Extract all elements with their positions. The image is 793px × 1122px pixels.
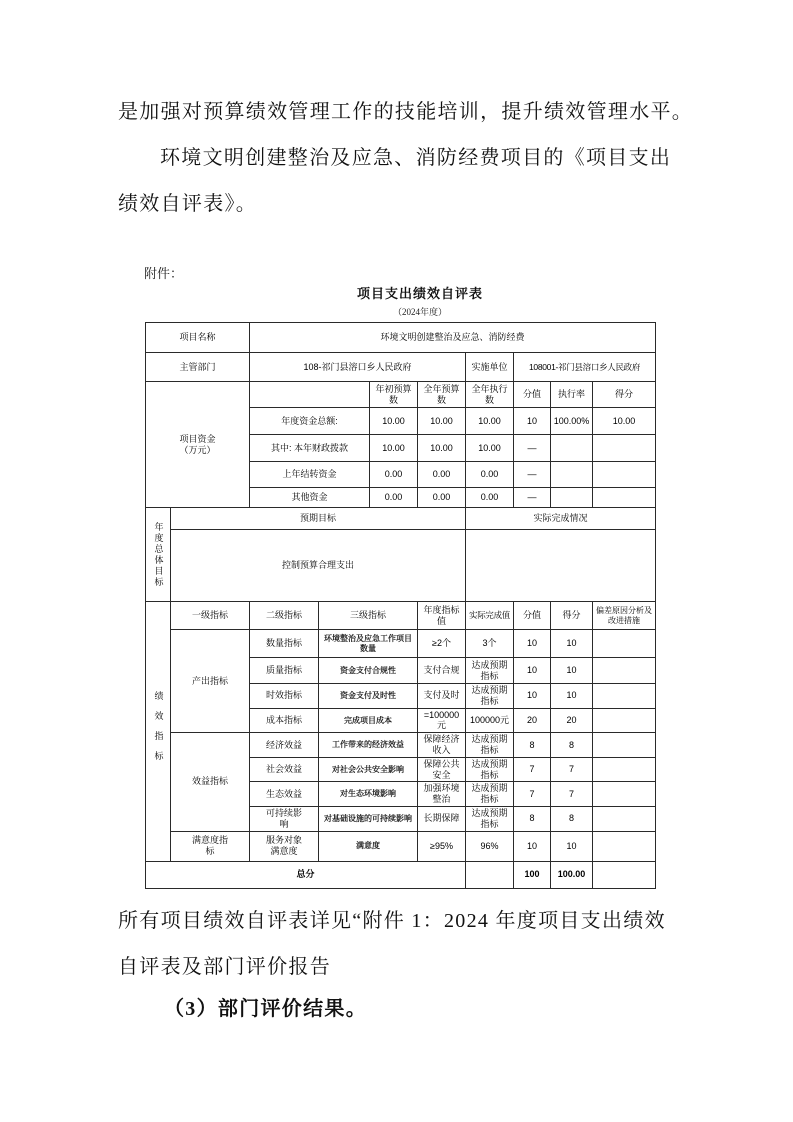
fund-rate <box>551 462 593 488</box>
fund-begin: 10.00 <box>370 435 418 462</box>
paragraph-bottom-line-2: 自评表及部门评价报告 <box>118 956 331 978</box>
indicator-l2: 经济效益 <box>250 733 319 758</box>
indicator-target: 长期保障 <box>418 806 466 831</box>
indicator-target: 保障经济收入 <box>418 733 466 758</box>
indicators-side-label <box>146 602 171 862</box>
indicator-actual: 100000元 <box>466 708 514 733</box>
header-deviation: 偏差原因分析及改进措施 <box>593 602 656 630</box>
indicator-deviation <box>593 806 656 831</box>
expected-goal-header: 预期目标 <box>171 508 466 530</box>
indicator-deviation <box>593 757 656 782</box>
indicator-points: 20 <box>551 708 593 733</box>
indicator-l3: 资金支付及时性 <box>319 684 418 709</box>
indicator-actual: 达成预期指标 <box>466 684 514 709</box>
indicators-side-label-text: 绩效指标 <box>153 691 164 772</box>
indicator-l3: 资金支付合规性 <box>319 658 418 684</box>
indicator-actual: 96% <box>466 831 514 861</box>
attachment-label: 附件： <box>144 266 184 281</box>
fund-row-label: 其他资金 <box>250 488 370 508</box>
table-row <box>146 323 656 353</box>
funds-group-label <box>146 382 250 508</box>
funds-col-header-annual: 全年预算数 <box>418 382 466 408</box>
indicator-l2: 成本指标 <box>250 708 319 733</box>
indicator-points: 8 <box>551 733 593 758</box>
indicator-points: 10 <box>551 684 593 709</box>
fund-executed: 0.00 <box>466 462 514 488</box>
group-label-satisfaction <box>171 831 250 861</box>
fund-begin: 10.00 <box>370 408 418 435</box>
fund-executed: 10.00 <box>466 435 514 462</box>
indicator-l2: 质量指标 <box>250 658 319 684</box>
fund-points <box>593 435 656 462</box>
header-points: 得分 <box>551 602 593 630</box>
fund-annual: 10.00 <box>418 408 466 435</box>
fund-score: 10 <box>514 408 551 435</box>
fund-rate <box>551 488 593 508</box>
table-row <box>146 733 656 758</box>
indicator-target: ≥2个 <box>418 630 466 658</box>
funds-col-header-executed: 全年执行数 <box>466 382 514 408</box>
actual-goal-content <box>466 530 656 602</box>
indicator-target: =100000元 <box>418 708 466 733</box>
indicator-target: 保障公共安全 <box>418 757 466 782</box>
indicator-l3: 完成项目成本 <box>319 708 418 733</box>
fund-points: 10.00 <box>593 408 656 435</box>
fund-executed: 10.00 <box>466 408 514 435</box>
total-label: 总分 <box>146 861 466 888</box>
funds-group-label-line2: （万元） <box>179 444 216 455</box>
indicator-l2: 社会效益 <box>250 757 319 782</box>
indicator-l2-text: 服务对象满意度 <box>266 835 303 857</box>
indicator-points: 8 <box>551 806 593 831</box>
indicator-actual: 3个 <box>466 630 514 658</box>
indicator-l2: 生态效益 <box>250 782 319 807</box>
expected-goal-content: 控制预算合理支出 <box>171 530 466 602</box>
project-name-label: 项目名称 <box>146 323 250 353</box>
group-label-output: 产出指标 <box>171 630 250 733</box>
fund-score: — <box>514 462 551 488</box>
indicator-deviation <box>593 831 656 861</box>
indicator-l2 <box>250 806 319 831</box>
fund-begin: 0.00 <box>370 462 418 488</box>
table-row <box>146 382 656 408</box>
fund-rate: 100.00% <box>551 408 593 435</box>
indicator-deviation <box>593 684 656 709</box>
annual-goal-side-label <box>146 508 171 602</box>
funds-col-header-score: 分值 <box>514 382 551 408</box>
indicator-points: 7 <box>551 757 593 782</box>
table-row <box>146 508 656 530</box>
impl-value: 108001-祁门县溶口乡人民政府 <box>514 353 656 382</box>
project-name-value: 环境文明创建整治及应急、消防经费 <box>250 323 656 353</box>
paragraph-top-line-1: 是加强对预算绩效管理工作的技能培训，提升绩效管理水平。 <box>118 101 694 123</box>
header-l2: 二级指标 <box>250 602 319 630</box>
total-deviation <box>593 861 656 888</box>
fund-score: — <box>514 488 551 508</box>
indicator-score: 10 <box>514 684 551 709</box>
table-header <box>145 283 695 318</box>
indicator-l3: 对生态环境影响 <box>319 782 418 807</box>
indicator-actual: 达成预期指标 <box>466 782 514 807</box>
indicator-l2: 数量指标 <box>250 630 319 658</box>
indicator-score: 7 <box>514 782 551 807</box>
fund-annual: 0.00 <box>418 488 466 508</box>
fund-row-label: 上年结转资金 <box>250 462 370 488</box>
indicator-points: 10 <box>551 658 593 684</box>
indicator-l2-text: 可持续影响 <box>266 807 303 829</box>
indicator-actual: 达成预期指标 <box>466 757 514 782</box>
total-actual <box>466 861 514 888</box>
indicator-points: 7 <box>551 782 593 807</box>
fund-begin: 0.00 <box>370 488 418 508</box>
table-row <box>146 530 656 602</box>
annual-goal-side-label-text: 年度总体目标 <box>153 521 164 588</box>
fund-annual: 10.00 <box>418 435 466 462</box>
paragraph-top-line-3: 绩效自评表》。 <box>118 193 258 215</box>
indicator-score: 10 <box>514 831 551 861</box>
indicator-target: 支付合规 <box>418 658 466 684</box>
funds-col-header-begin: 年初预算数 <box>370 382 418 408</box>
indicator-actual: 达成预期指标 <box>466 733 514 758</box>
fund-points <box>593 488 656 508</box>
indicator-score: 8 <box>514 806 551 831</box>
indicator-deviation <box>593 782 656 807</box>
funds-col-header-points: 得分 <box>593 382 656 408</box>
indicator-deviation <box>593 658 656 684</box>
header-l1: 一级指标 <box>171 602 250 630</box>
indicator-score: 10 <box>514 630 551 658</box>
total-score: 100 <box>514 861 551 888</box>
indicator-score: 20 <box>514 708 551 733</box>
fund-annual: 0.00 <box>418 462 466 488</box>
indicator-deviation <box>593 708 656 733</box>
indicator-actual: 达成预期指标 <box>466 806 514 831</box>
indicator-score: 7 <box>514 757 551 782</box>
indicator-score: 10 <box>514 658 551 684</box>
fund-rate <box>551 435 593 462</box>
funds-group-label-line1: 项目资金 <box>179 433 216 444</box>
funds-blank-cell <box>250 382 370 408</box>
indicator-l3: 满意度 <box>319 831 418 861</box>
header-l3: 三级指标 <box>319 602 418 630</box>
indicator-points: 10 <box>551 831 593 861</box>
table-title: 项目支出绩效自评表 <box>356 286 483 301</box>
table-subtitle: （2024年度） <box>392 307 447 317</box>
indicator-l2: 时效指标 <box>250 684 319 709</box>
indicator-deviation <box>593 733 656 758</box>
group-label-satisfaction-text: 满意度指标 <box>191 835 228 857</box>
indicator-points: 10 <box>551 630 593 658</box>
table-row <box>146 353 656 382</box>
group-label-benefit: 效益指标 <box>171 733 250 831</box>
dept-label: 主管部门 <box>146 353 250 382</box>
indicator-actual: 达成预期指标 <box>466 658 514 684</box>
fund-row-label: 其中: 本年财政拨款 <box>250 435 370 462</box>
indicator-l2 <box>250 831 319 861</box>
table-row <box>146 831 656 861</box>
header-score: 分值 <box>514 602 551 630</box>
fund-points <box>593 462 656 488</box>
table-row <box>146 630 656 658</box>
paragraph-bottom-line-1: 所有项目绩效自评表详见“附件 1：2024 年度项目支出绩效 <box>118 910 666 932</box>
indicator-l3: 对社会公共安全影响 <box>319 757 418 782</box>
indicator-l3: 对基础设施的可持续影响 <box>319 806 418 831</box>
indicator-score: 8 <box>514 733 551 758</box>
dept-value: 108-祁门县溶口乡人民政府 <box>250 353 466 382</box>
indicator-target: 加强环境整治 <box>418 782 466 807</box>
table-row-total <box>146 861 656 888</box>
indicator-l3: 工作带来的经济效益 <box>319 733 418 758</box>
indicator-deviation <box>593 630 656 658</box>
actual-goal-header: 实际完成情况 <box>466 508 656 530</box>
paragraph-bottom-line-3: （3）部门评价结果。 <box>164 998 367 1020</box>
indicator-target: 支付及时 <box>418 684 466 709</box>
impl-label: 实施单位 <box>466 353 514 382</box>
header-actual: 实际完成值 <box>466 602 514 630</box>
table-row <box>146 602 656 630</box>
fund-score: — <box>514 435 551 462</box>
indicator-target: ≥95% <box>418 831 466 861</box>
total-points: 100.00 <box>551 861 593 888</box>
header-target: 年度指标值 <box>418 602 466 630</box>
funds-col-header-rate: 执行率 <box>551 382 593 408</box>
paragraph-top-line-2: 环境文明创建整治及应急、消防经费项目的《项目支出 <box>160 147 672 169</box>
self-evaluation-table <box>145 322 656 889</box>
indicator-l3: 环境整治及应急工作项目数量 <box>319 630 418 658</box>
fund-executed: 0.00 <box>466 488 514 508</box>
fund-row-label: 年度资金总额: <box>250 408 370 435</box>
